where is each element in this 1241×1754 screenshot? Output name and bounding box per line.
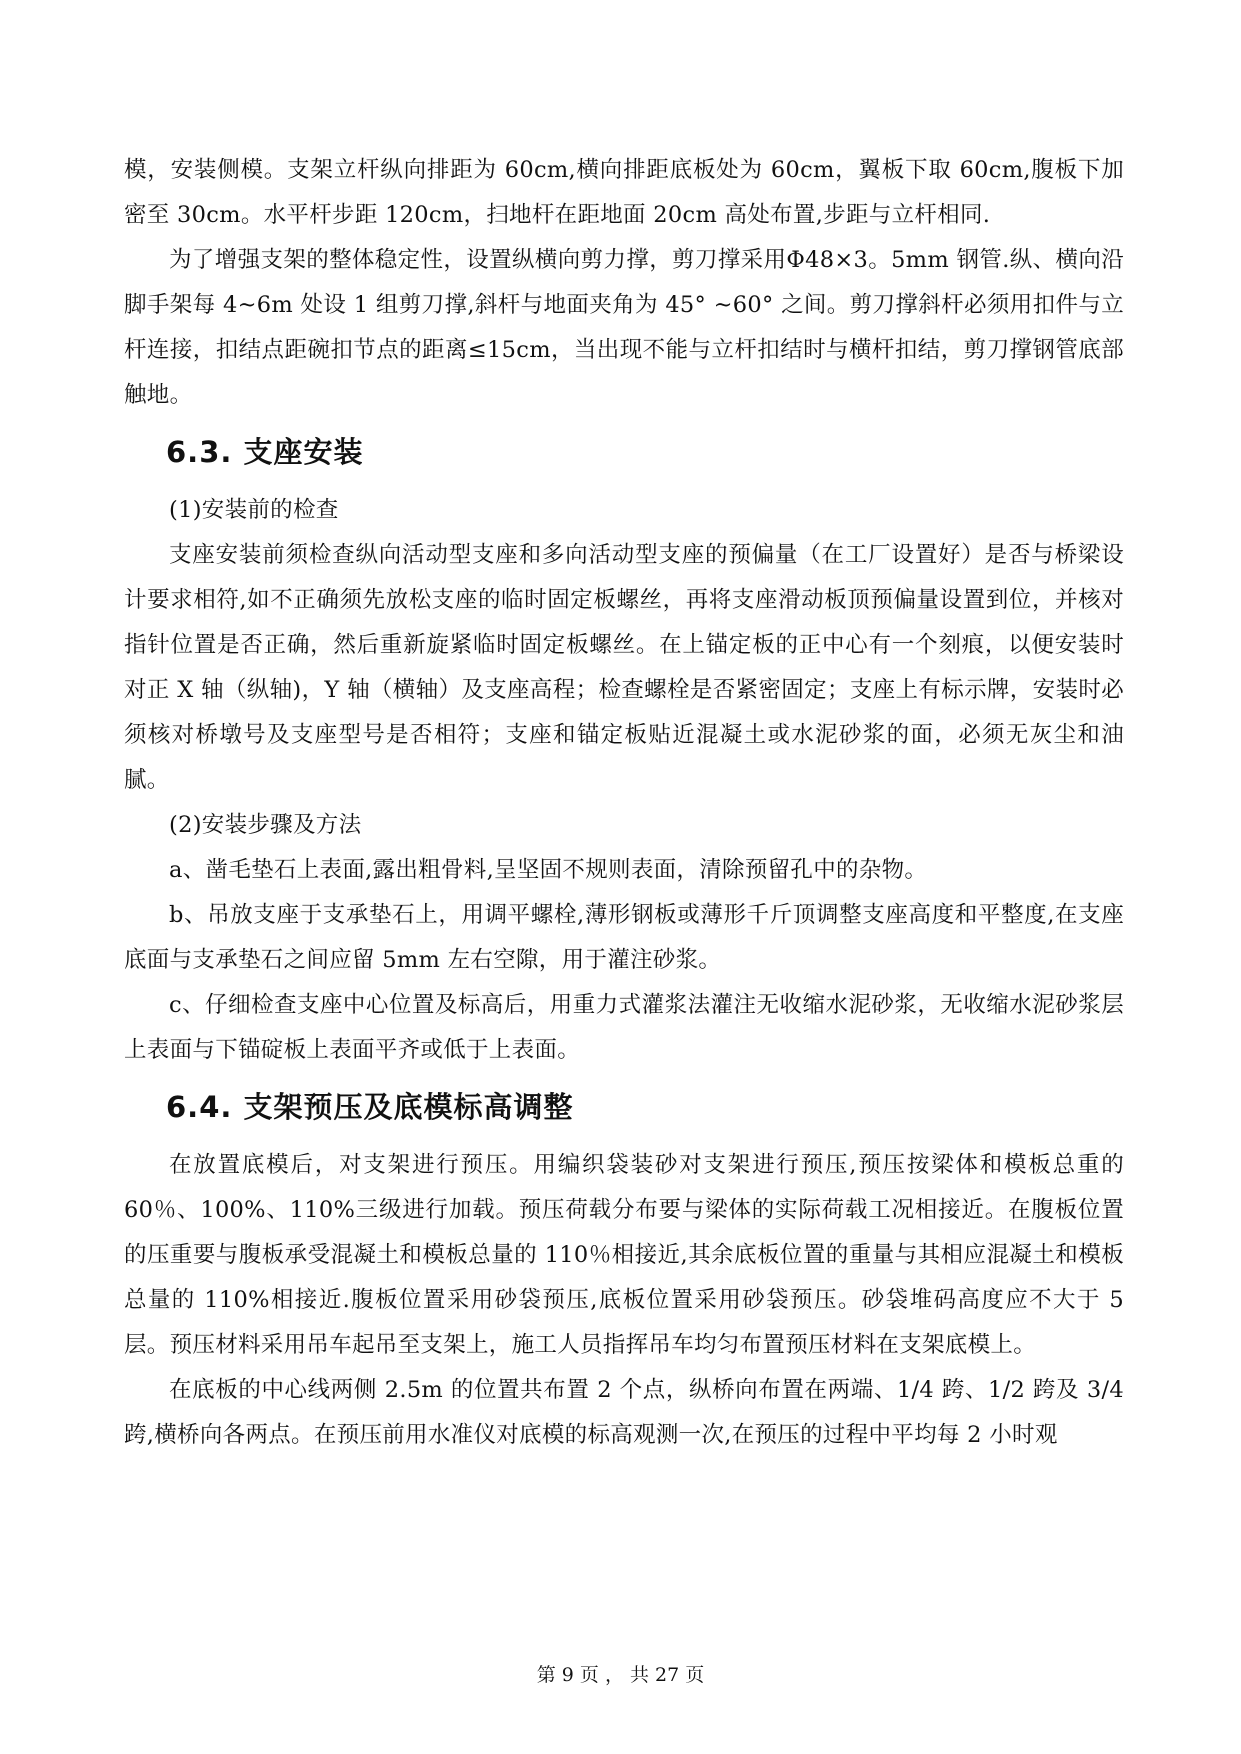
section-heading-6-3: 6.3. 支座安装 (166, 435, 364, 469)
page-footer: 第 9 页 ， 共 27 页 (536, 1664, 705, 1686)
step-b: b、吊放支座于支承垫石上，用调平螺栓,薄形钢板或薄形千斤顶调整支座高度和平整度,在支座底面与支承垫石之间应留 5mm 左右空隙，用于灌注砂浆。 (124, 902, 1124, 973)
subheading-pre-install-check: (1)安装前的检查 (169, 497, 339, 523)
step-c: c、仔细检查支座中心位置及标高后，用重力式灌浆法灌注无收缩水泥砂浆，无收缩水泥砂浆层上表面与下锚碇板上表面平齐或低于上表面。 (124, 992, 1124, 1063)
paragraph-observation-points: 在底板的中心线两侧 2.5m 的位置共布置 2 个点，纵桥向布置在两端、1/4 跨、1/2 跨及 3/4 跨,横桥向各两点。在预压前用水准仪对底模的标高观测一次,在预压的过程中平均每 2 小时观 (124, 1377, 1124, 1448)
section-heading-6-4: 6.4. 支架预压及底模标高调整 (166, 1090, 574, 1124)
step-a: a、凿毛垫石上表面,露出粗骨料,呈坚固不规则表面，清除预留孔中的杂物。 (169, 857, 928, 883)
subheading-install-steps: (2)安装步骤及方法 (169, 812, 362, 838)
paragraph-continued: 模，安装侧模。支架立杆纵向排距为 60cm,横向排距底板处为 60cm，翼板下取 60cm,腹板下加密至 30cm。水平杆步距 120cm，扫地杆在距地面 20cm 高处布置,步距与立杆相同. (124, 157, 1124, 228)
page-content (124, 148, 1124, 1458)
paragraph-scissor-brace: 为了增强支架的整体稳定性，设置纵横向剪力撑，剪刀撑采用Φ48×3。5mm 钢管.纵、横向沿脚手架每 4~6m 处设 1 组剪刀撑,斜杆与地面夹角为 45° ~60° 之间。剪刀撑斜杆必须用扣件与立杆连接，扣结点距碗扣节点的距离≤15cm，当出现不能与立杆扣结时与横杆扣结，剪刀撑钢管底部触地。 (124, 247, 1124, 408)
paragraph-preload: 在放置底模后，对支架进行预压。用编织袋装砂对支架进行预压,预压按梁体和模板总重的 60％、100%、110%三级进行加载。预压荷载分布要与梁体的实际荷载工况相接近。在腹板位置的压重要与腹板承受混凝土和模板总量的 110％相接近,其余底板位置的重量与其相应混凝土和模板总量的 110%相接近.腹板位置采用砂袋预压,底板位置采用砂袋预压。砂袋堆码高度应不大于 5 层。预压材料采用吊车起吊至支架上，施工人员指挥吊车均匀布置预压材料在支架底模上。 (124, 1152, 1124, 1358)
paragraph-bearing-check: 支座安装前须检查纵向活动型支座和多向活动型支座的预偏量（在工厂设置好）是否与桥梁设计要求相符,如不正确须先放松支座的临时固定板螺丝，再将支座滑动板顶预偏量设置到位，并核对指针位置是否正确，然后重新旋紧临时固定板螺丝。在上锚定板的正中心有一个刻痕，以便安装时对正 X 轴（纵轴)，Y 轴（横轴）及支座高程；检查螺栓是否紧密固定；支座上有标示牌，安装时必须核对桥墩号及支座型号是否相符；支座和锚定板贴近混凝土或水泥砂浆的面，必须无灰尘和油腻。 (124, 542, 1124, 793)
